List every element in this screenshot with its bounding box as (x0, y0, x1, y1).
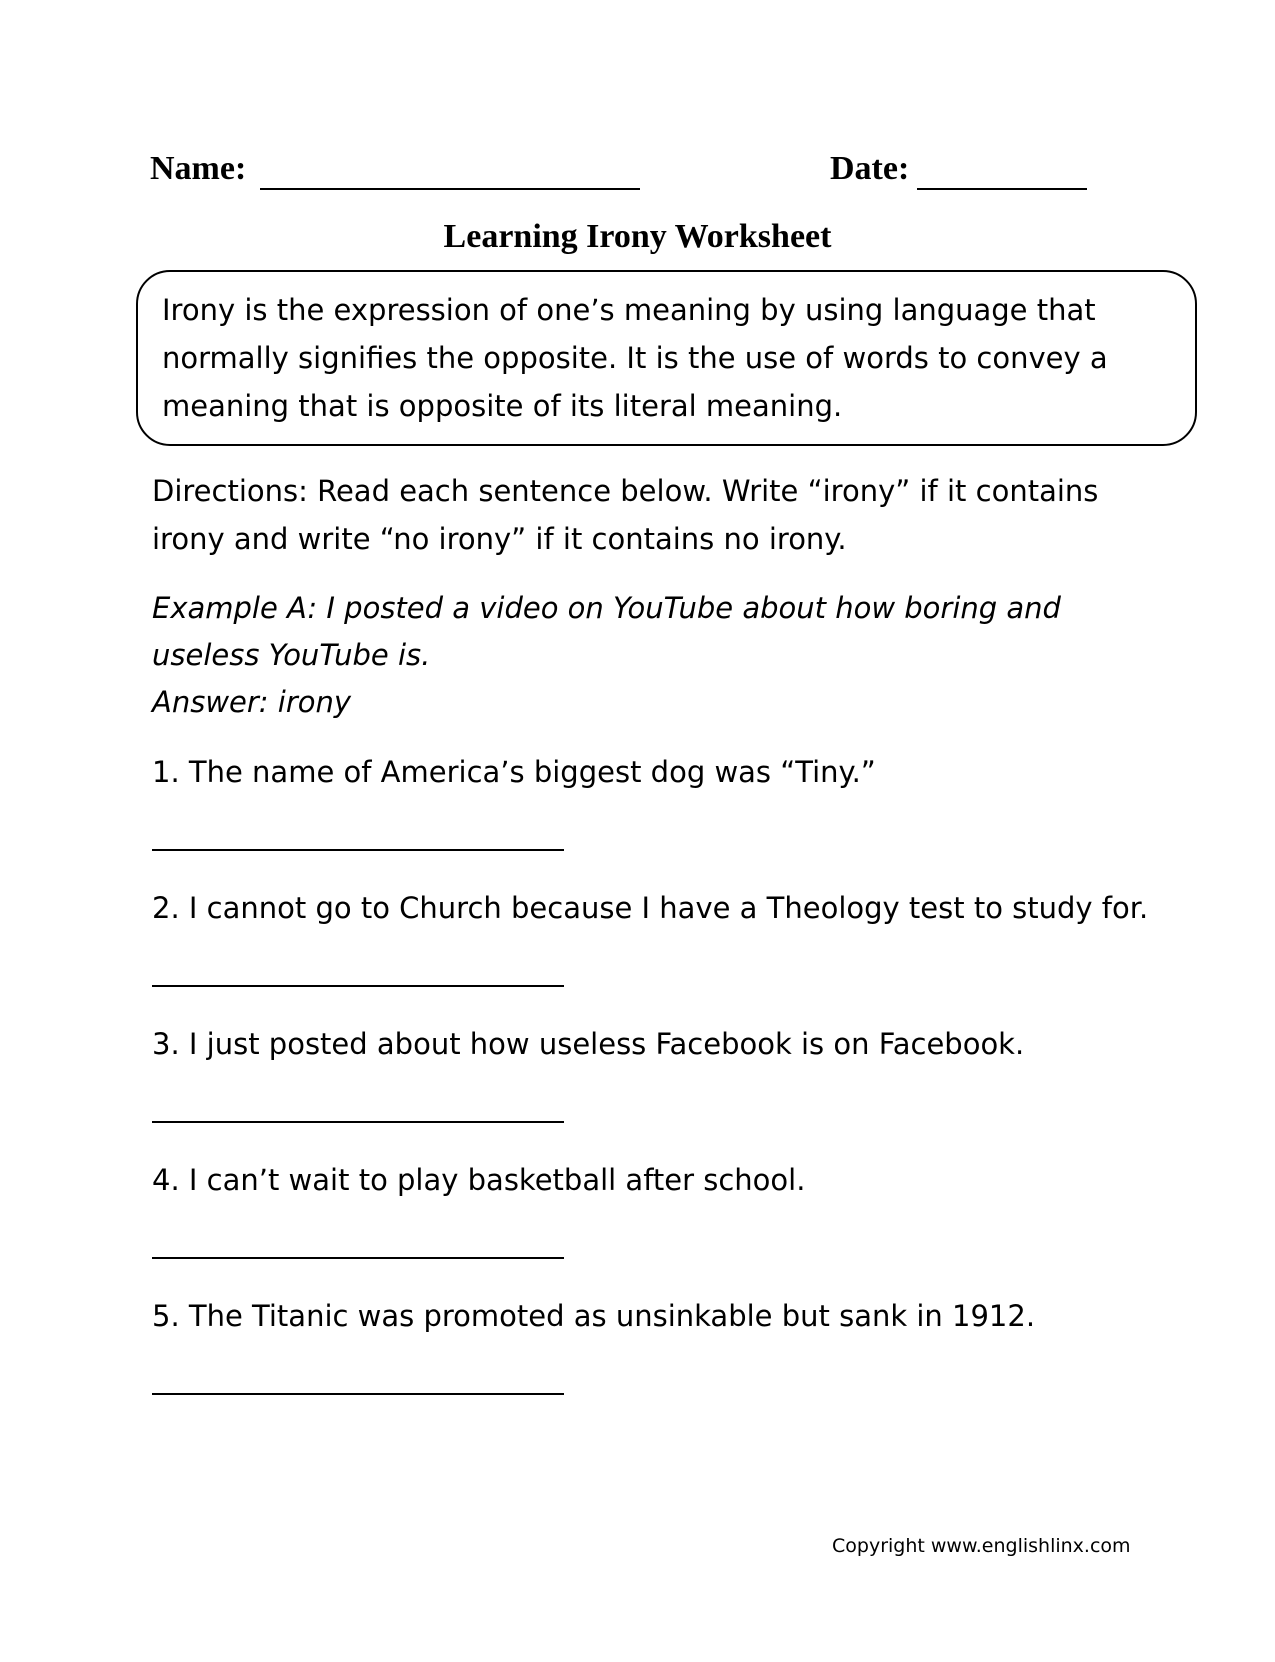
header-row (150, 150, 1090, 194)
name-label: Name: (150, 150, 247, 187)
example-sentence: Example A: I posted a video on YouTube about how boring and useless YouTube is. (152, 591, 1061, 672)
name-field-line[interactable] (260, 188, 640, 190)
answer-line-4[interactable] (152, 1257, 564, 1259)
definition-box (136, 270, 1197, 446)
question-2: 2. I cannot go to Church because I have a Theology test to study for. (152, 891, 1149, 925)
answer-line-3[interactable] (152, 1121, 564, 1123)
answer-line-5[interactable] (152, 1393, 564, 1395)
date-label: Date: (830, 150, 910, 187)
question-5: 5. The Titanic was promoted as unsinkable but sank in 1912. (152, 1299, 1036, 1333)
copyright-text: Copyright www.englishlinx.com (832, 1535, 1131, 1557)
answer-line-1[interactable] (152, 849, 564, 851)
definition-text: Irony is the expression of one’s meaning by using language that normally signifies the opposite. It is the use of words to convey a meaning that is opposite of its literal meaning. (162, 293, 1108, 423)
example-block (152, 585, 1152, 726)
answer-line-2[interactable] (152, 985, 564, 987)
question-1: 1. The name of America’s biggest dog was “Tiny.” (152, 755, 876, 789)
worksheet-title: Learning Irony Worksheet (443, 218, 832, 255)
date-field-line[interactable] (917, 188, 1087, 190)
example-answer: Answer: irony (152, 685, 352, 719)
question-3: 3. I just posted about how useless Facebook is on Facebook. (152, 1027, 1025, 1061)
directions-text: Directions: Read each sentence below. Write “irony” if it contains irony and write “no irony” if it contains no irony. (152, 474, 1099, 556)
question-4: 4. I can’t wait to play basketball after school. (152, 1163, 806, 1197)
